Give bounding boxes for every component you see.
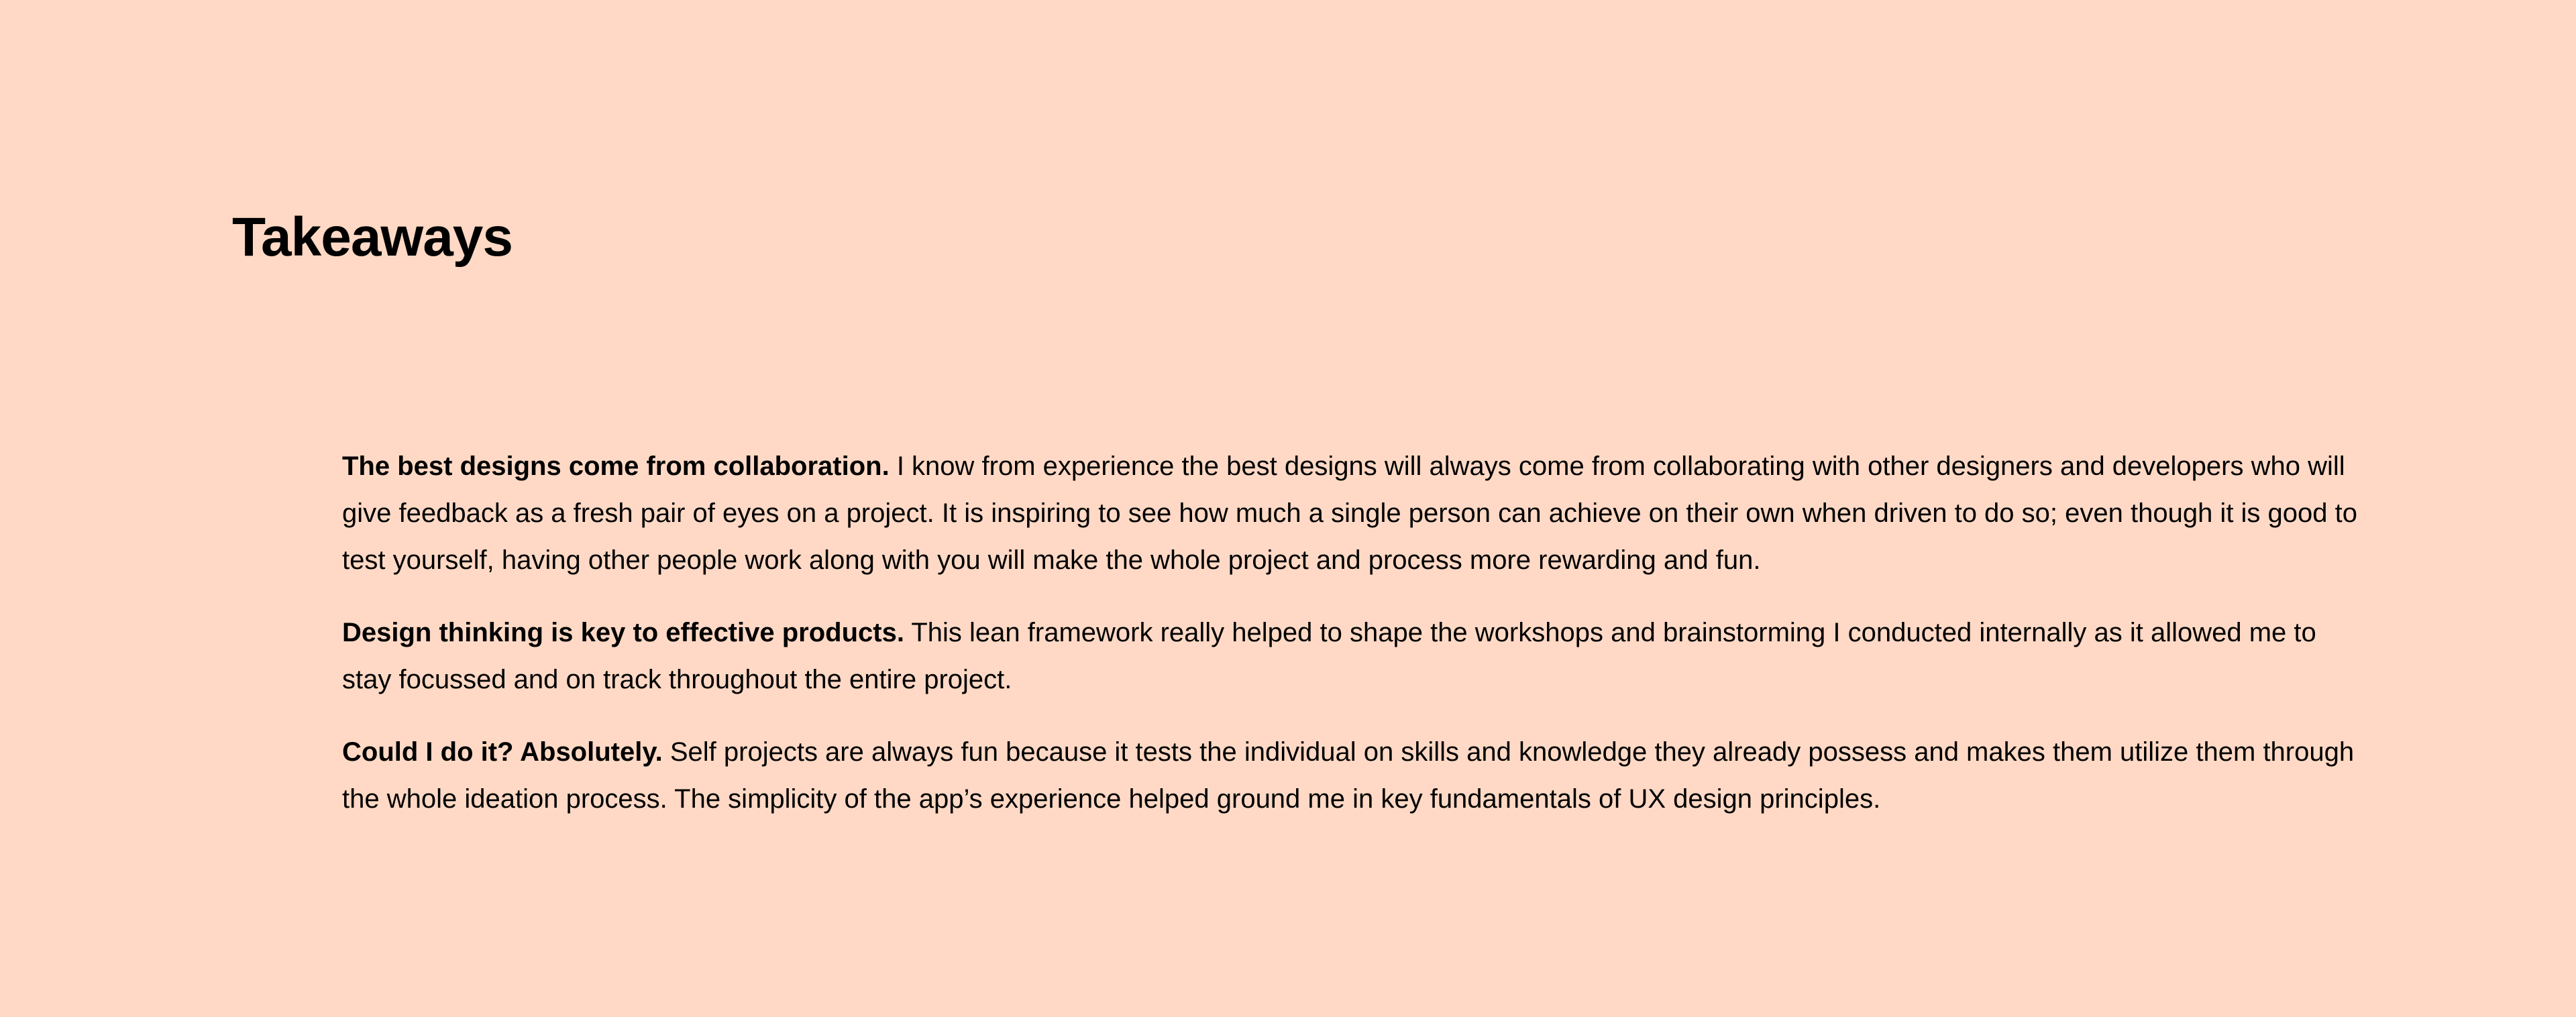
takeaway-lead-design-thinking: Design thinking is key to effective products. — [342, 618, 904, 647]
takeaway-lead-collaboration: The best designs come from collaboration. — [342, 451, 890, 481]
takeaway-body-design-thinking: This lean framework really helped to shape the workshops and brainstorming I conducted internally as it allowed me to stay focussed and on track throughout the entire project. — [342, 618, 2316, 694]
takeaway-lead-could-i-do-it: Could I do it? Absolutely. — [342, 737, 663, 767]
takeaways-content — [342, 443, 2361, 848]
takeaway-paragraph-design-thinking — [342, 609, 2361, 703]
takeaway-paragraph-could-i-do-it — [342, 729, 2361, 822]
takeaway-body-collaboration: I know from experience the best designs will always come from collaborating with other designers and developers who will give feedback as a fresh pair of eyes on a project. It is inspiring to see how much a single person can achieve on their own when driven to do so; even though it is good to test yourself, having other people work along with you will make the whole project and process more rewarding and fun. — [342, 451, 2358, 575]
takeaway-paragraph-collaboration — [342, 443, 2361, 584]
takeaway-body-could-i-do-it: Self projects are always fun because it tests the individual on skills and knowledge they already possess and makes them utilize them through the whole ideation process. The simplicity of the app’s experience helped ground me in key fundamentals of UX design principles. — [342, 737, 2355, 814]
page-title: Takeaways — [232, 207, 513, 268]
